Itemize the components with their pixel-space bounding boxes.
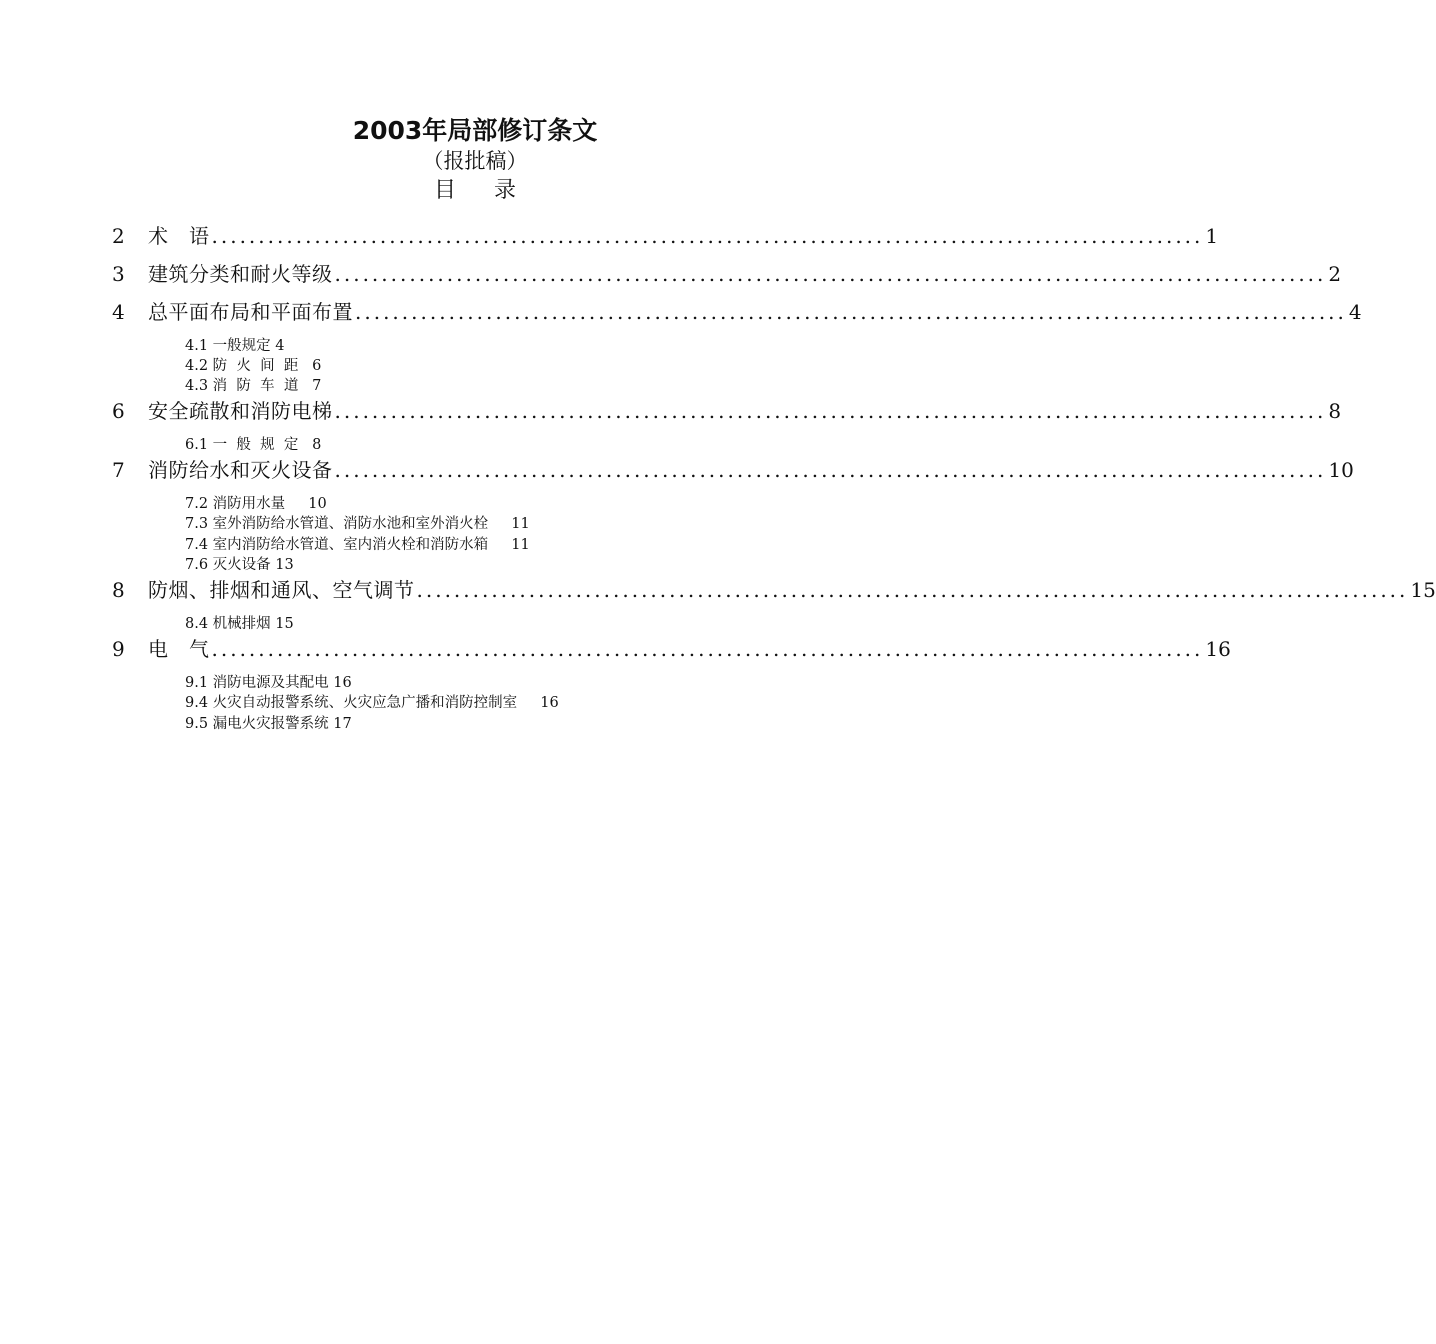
toc-subentry[interactable]: 4.3 消 防 车 道 7 bbox=[185, 378, 322, 394]
toc-entry-page: 4 bbox=[1348, 300, 1362, 324]
toc-dot-leader: .......................................................................................................... bbox=[334, 262, 1327, 286]
toc-subentry[interactable]: 7.2 消防用水量 10 bbox=[185, 496, 327, 512]
document-title: 2003年局部修订条文 bbox=[352, 116, 598, 145]
toc-dot-leader: .......................................................................................................... bbox=[334, 399, 1327, 423]
toc-entry[interactable] bbox=[112, 575, 1436, 605]
toc-entry-number: 3 bbox=[112, 262, 125, 286]
toc-subentry[interactable]: 6.1 一 般 规 定 8 bbox=[185, 437, 322, 453]
toc-subentry[interactable]: 8.4 机械排烟 15 bbox=[185, 616, 294, 632]
document-subtitle: （报批稿） bbox=[422, 149, 528, 173]
toc-entry-label: 安全疏散和消防电梯 bbox=[148, 399, 333, 423]
toc-entry-number: 8 bbox=[112, 578, 125, 602]
toc-subentry[interactable]: 9.1 消防电源及其配电 16 bbox=[185, 675, 352, 691]
toc-entry-page: 1 bbox=[1205, 224, 1219, 248]
toc-entry-number: 9 bbox=[112, 637, 125, 661]
toc-entry-label: 总平面布局和平面布置 bbox=[148, 300, 353, 324]
toc-entry[interactable] bbox=[112, 221, 1219, 251]
toc-entry-page: 16 bbox=[1205, 637, 1231, 661]
toc-entry[interactable] bbox=[112, 259, 1342, 289]
toc-subentry[interactable]: 9.5 漏电火灾报警系统 17 bbox=[185, 716, 352, 732]
toc-entry-number: 4 bbox=[112, 300, 125, 324]
toc-entry[interactable] bbox=[112, 634, 1231, 664]
toc-dot-leader: .......................................................................................................... bbox=[334, 458, 1327, 482]
toc-dot-leader: .......................................................................................................... bbox=[211, 637, 1204, 661]
toc-subentry[interactable]: 7.6 灭火设备 13 bbox=[185, 557, 294, 573]
toc-entry-page: 10 bbox=[1328, 458, 1354, 482]
toc-subentry[interactable]: 4.1 一般规定 4 bbox=[185, 338, 285, 354]
toc-entry[interactable] bbox=[112, 297, 1362, 327]
toc-subentry[interactable]: 9.4 火灾自动报警系统、火灾应急广播和消防控制室 16 bbox=[185, 695, 559, 711]
toc-subentry[interactable]: 7.3 室外消防给水管道、消防水池和室外消火栓 11 bbox=[185, 516, 530, 532]
toc-entry-label: 消防给水和灭火设备 bbox=[148, 458, 333, 482]
toc-entry-label: 防烟、排烟和通风、空气调节 bbox=[148, 578, 415, 602]
toc-entry-page: 8 bbox=[1328, 399, 1342, 423]
toc-subentry[interactable]: 4.2 防 火 间 距 6 bbox=[185, 358, 322, 374]
toc-entry-page: 2 bbox=[1328, 262, 1342, 286]
toc-entry-number: 2 bbox=[112, 224, 125, 248]
toc-entry-label: 术 语 bbox=[148, 224, 210, 248]
toc-heading: 目录 bbox=[433, 178, 554, 203]
toc-entry-label: 建筑分类和耐火等级 bbox=[148, 262, 333, 286]
toc-entry-page: 15 bbox=[1410, 578, 1436, 602]
toc-dot-leader: .......................................................................................................... bbox=[355, 300, 1347, 324]
toc-entry[interactable] bbox=[112, 396, 1342, 426]
toc-entry[interactable] bbox=[112, 455, 1354, 485]
toc-entry-number: 7 bbox=[112, 458, 125, 482]
toc-dot-leader: .......................................................................................................... bbox=[416, 578, 1409, 602]
toc-subentry[interactable]: 7.4 室内消防给水管道、室内消火栓和消防水箱 11 bbox=[185, 537, 530, 553]
toc-entry-number: 6 bbox=[112, 399, 125, 423]
toc-entry-label: 电 气 bbox=[148, 637, 210, 661]
toc-dot-leader: .......................................................................................................... bbox=[211, 224, 1204, 248]
